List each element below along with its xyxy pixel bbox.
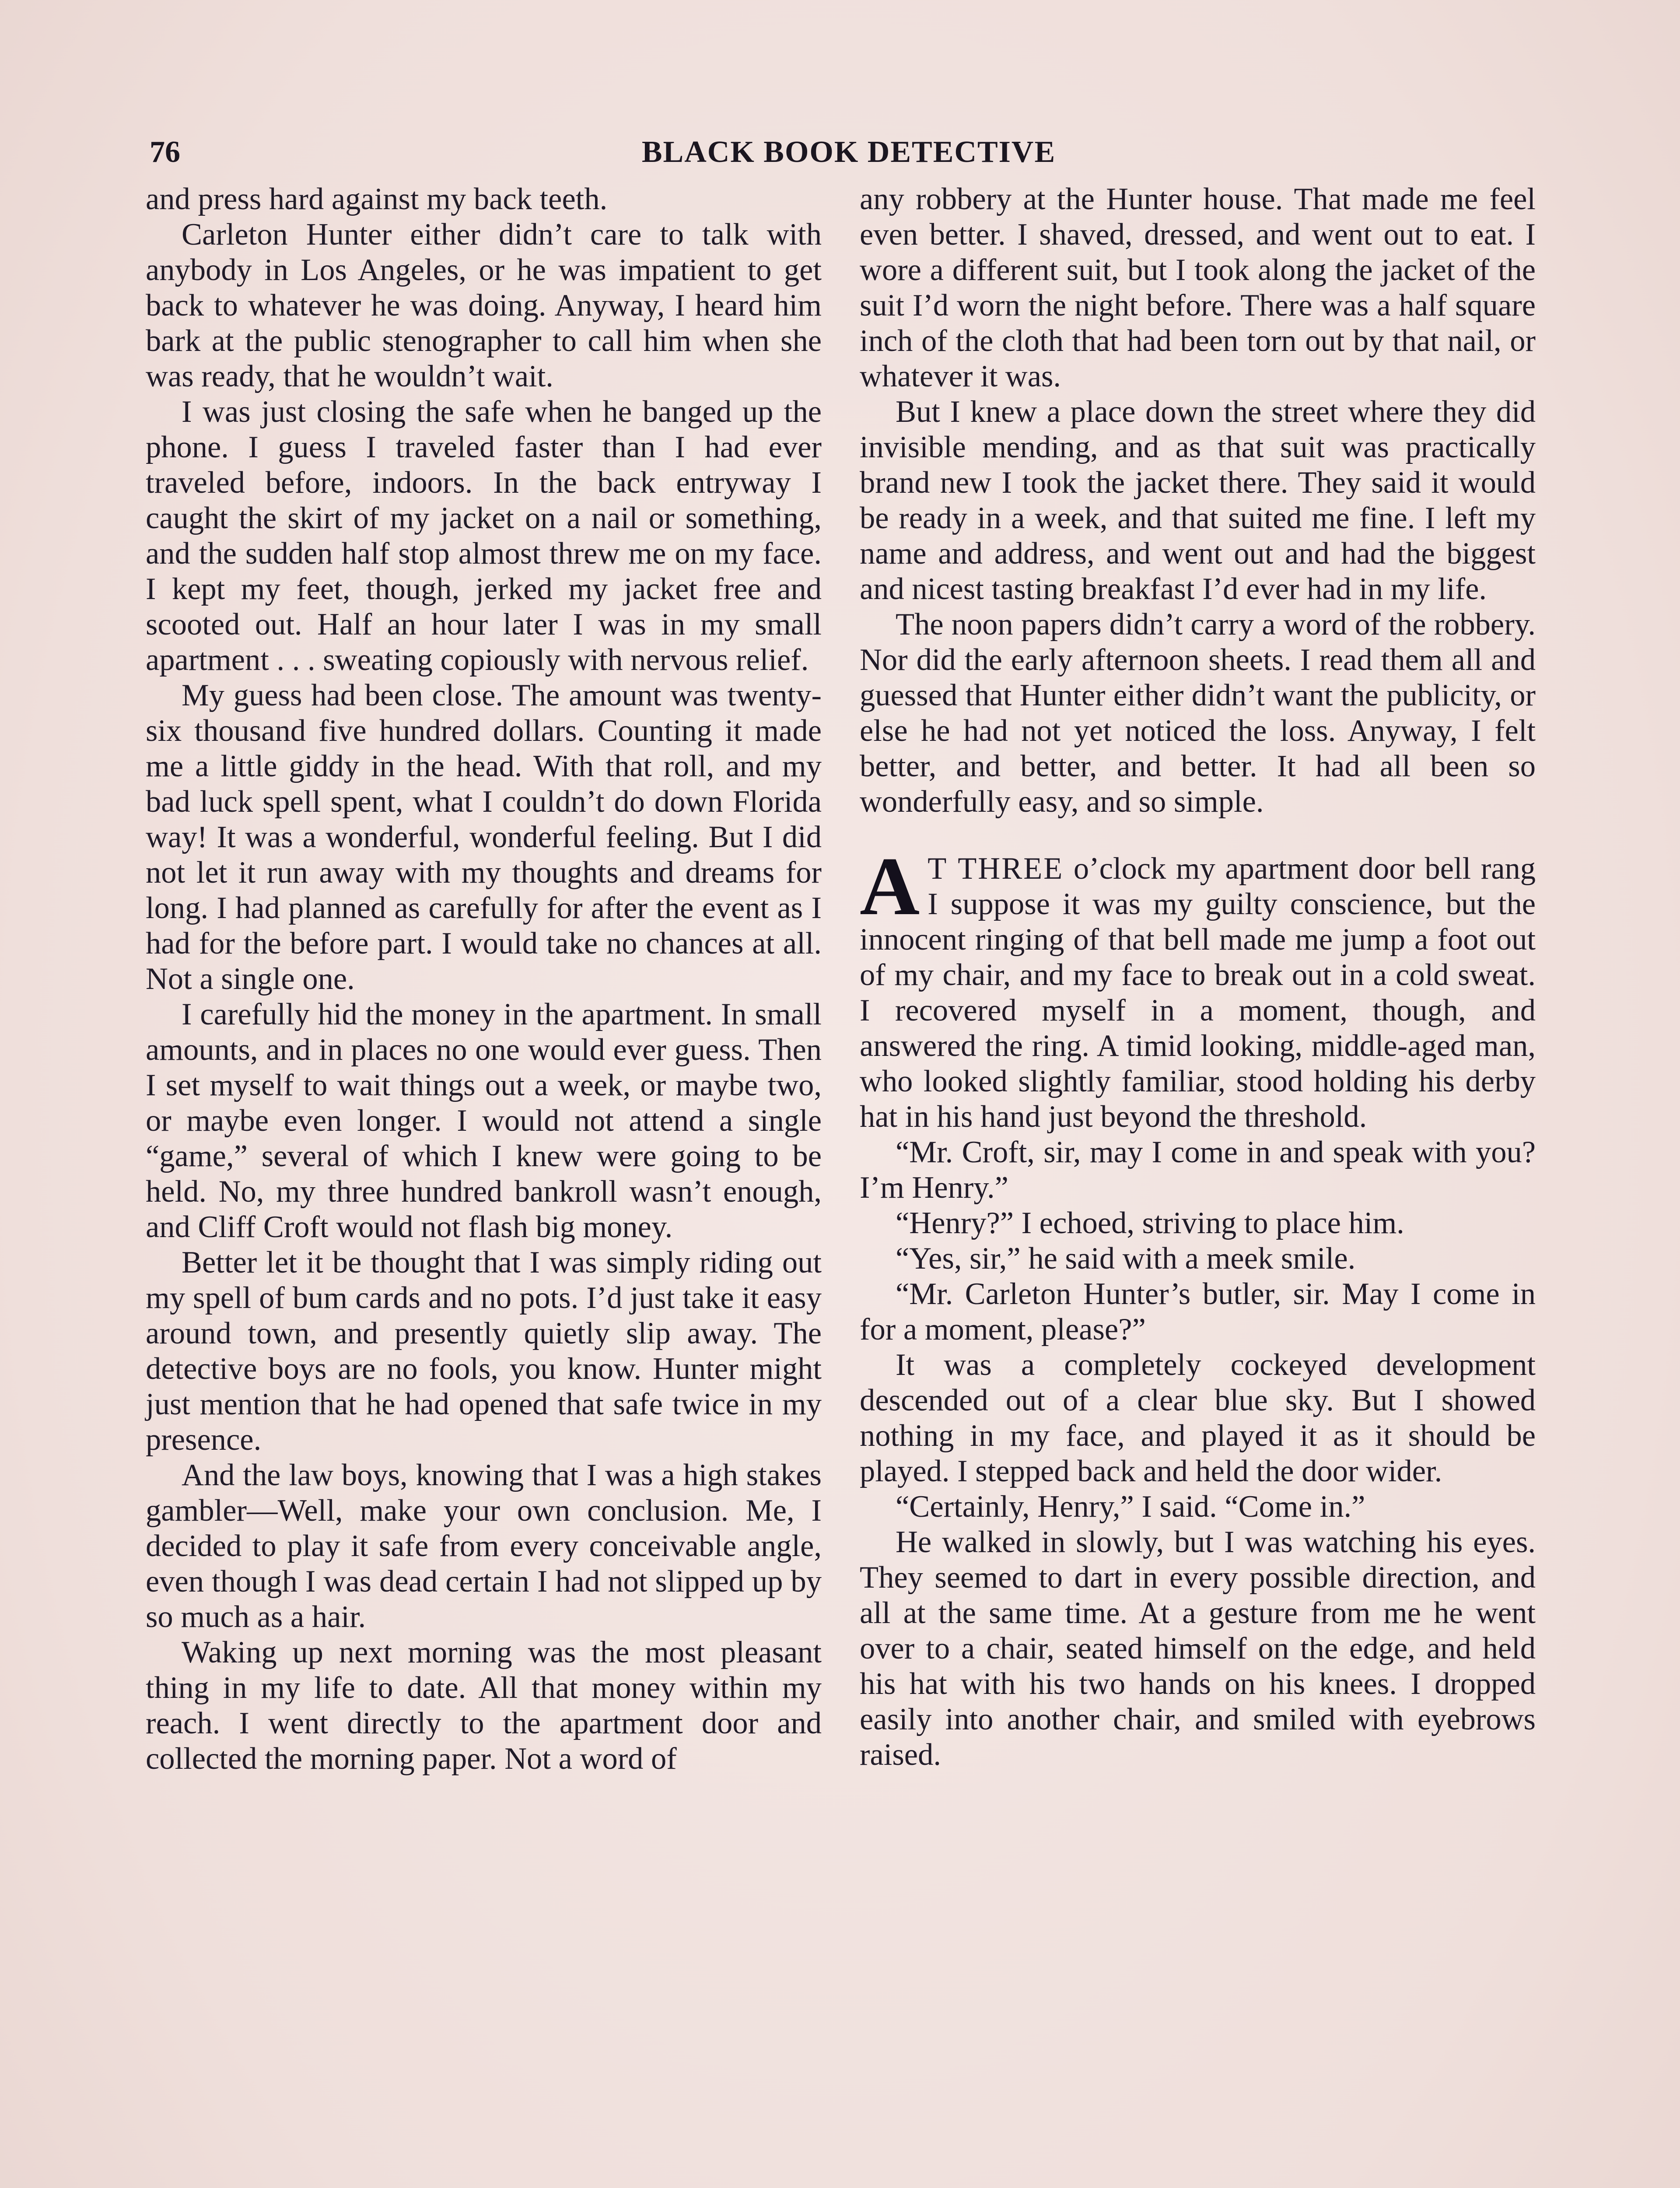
page-header [144,131,1553,179]
paragraph: The noon papers didn’t carry a word of the robbery. Nor did the early afternoon sheets. I read them all and guessed that Hunter either didn’t want the publicity, or else he had not yet noticed the loss. Anyway, I felt better, and better, and better. It had all been so wonderfully easy, and so simple. [860,607,1536,819]
section-break [860,820,1536,851]
paragraph: Carleton Hunter either didn’t care to talk with anybody in Los Angeles, or he was impatient to get back to whatever he was doing. Anyway, I heard him bark at the public stenographer to call him when she was ready, that he wouldn’t wait. [146,217,822,393]
right-column [860,182,1536,1773]
paragraph: Waking up next morning was the most pleasant thing in my life to date. All that money within my reach. I went directly to the apartment door and collected the morning paper. Not a word of [146,1635,822,1776]
paragraph: It was a completely cockeyed development descended out of a clear blue sky. But I showed nothing in my face, and played it as it should be played. I stepped back and held the door wider. [860,1348,1536,1488]
paragraph: But I knew a place down the street where they did invisible mending, and as that suit was practically brand new I took the jacket there. They said it would be ready in a week, and that suited me fine. I left my name and address, and went out and had the biggest and nicest tasting breakfast I’d ever had in my life. [860,395,1536,606]
paragraph: And the law boys, knowing that I was a high stakes gambler—Well, make your own conclusion. Me, I decided to play it safe from every conceivable angle, even though I was dead certain I had not slipped up by so much as a hair. [146,1458,822,1634]
paragraph: “Mr. Carleton Hunter’s butler, sir. May I come in for a moment, please?” [860,1277,1536,1346]
paragraph: He walked in slowly, but I was watching his eyes. They seemed to dart in every possible direction, and all at the same time. At a gesture from me he went over to a chair, seated himself on the edge, and held his hat with his two hands on his knees. I dropped easily into another chair, and smiled with eyebrows raised. [860,1525,1536,1772]
drop-cap-letter: A [860,841,920,933]
running-title: BLACK BOOK DETECTIVE [641,135,1056,169]
paragraph: “Mr. Croft, sir, may I come in and speak with you? I’m Henry.” [860,1135,1536,1205]
paragraph: “Yes, sir,” he said with a meek smile. [896,1241,1356,1276]
left-column [146,182,822,1777]
paragraph: “Henry?” I echoed, striving to place him. [896,1206,1404,1240]
paragraph: Better let it be thought that I was simply riding out my spell of bum cards and no pots. I’d just take it easy around town, and presently quietly slip away. The detective boys are no fools, you know. Hunter might just mention that he had opened that safe twice in my presence. [146,1245,822,1457]
paragraph: My guess had been close. The amount was twenty-six thousand five hundred dollars. Counting it made me a little giddy in the head. With that roll, and my bad luck spell spent, what I couldn’t do down Florida way! It was a wonderful, wonderful feeling. But I did not let it run away with my thoughts and dreams for long. I had planned as carefully for after the event as I had for the before part. I would take no chances at all. Not a single one. [146,678,822,996]
paragraph: “Certainly, Henry,” I said. “Come in.” [896,1490,1365,1524]
paragraph: I was just closing the safe when he banged up the phone. I guess I traveled faster than I had ever traveled before, indoors. In the back entryway I caught the skirt of my jacket on a nail or something, and the sudden half stop almost threw me on my face. I kept my feet, though, jerked my jacket free and scooted out. Half an hour later I was in my small apartment . . . sweating copiously with nervous relief. [146,395,822,677]
paragraph: and press hard against my back teeth. [146,182,608,216]
drop-cap-paragraph-text: o’clock my apartment door bell rang I suppose it was my guilty conscience, but the innocent ringing of that bell made me jump a foot out of my chair, and my face to break out in a cold sweat. I recovered myself in a moment, though, and answered the ring. A timid looking, middle-aged man, who looked slightly familiar, stood holding his derby hat in his hand just beyond the threshold. [860,852,1536,1134]
drop-cap-lead: T THREE [928,852,1064,886]
page-number: 76 [150,135,180,169]
paragraph: any robbery at the Hunter house. That made me feel even better. I shaved, dressed, and went out to eat. I wore a different suit, but I took along the jacket of the suit I’d worn the night before. There was a half square inch of the cloth that had been torn out by that nail, or whatever it was. [860,182,1536,393]
dropcap-paragraph [860,841,1536,1135]
paragraph: I carefully hid the money in the apartment. In small amounts, and in places no one would ever guess. Then I set myself to wait things out a week, or maybe two, or maybe even longer. I would not attend a single “game,” several of which I knew were going to be held. No, my three hundred bankroll wasn’t enough, and Cliff Croft would not flash big money. [146,997,822,1244]
